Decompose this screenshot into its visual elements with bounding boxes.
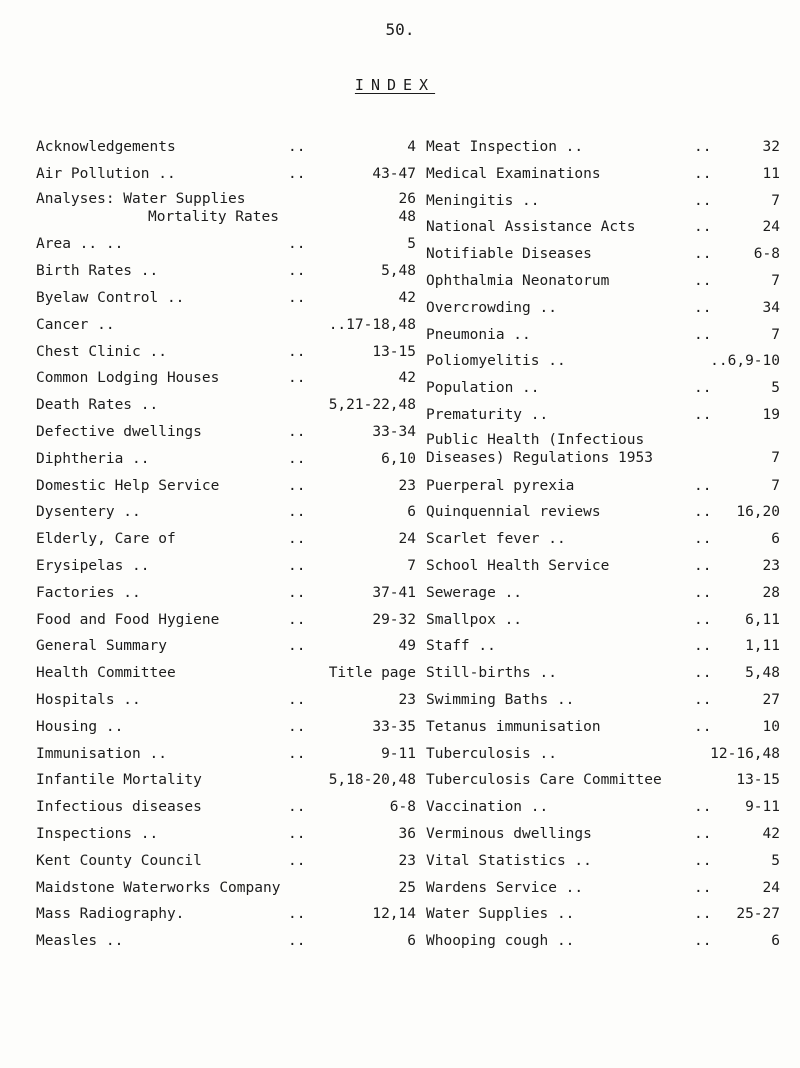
index-entry: [426, 930, 780, 953]
index-term: [36, 662, 176, 685]
index-term-line: Quinquennial reviews: [426, 504, 601, 521]
index-page-ref: 7: [771, 192, 780, 209]
index-entry: [426, 877, 780, 900]
index-entry: [36, 287, 416, 310]
index-term: [36, 582, 141, 605]
index-term: [426, 136, 583, 159]
leader-dots: ..: [694, 299, 712, 316]
index-term-line: Housing ..: [36, 718, 124, 735]
index-page-ref: 42: [398, 289, 416, 306]
leader-dots: ..: [288, 799, 306, 816]
index-term-line: Factories ..: [36, 584, 141, 601]
index-entry: [36, 850, 416, 873]
index-term: [426, 689, 574, 712]
index-term-line2: Diseases) Regulations 1953: [426, 449, 653, 466]
index-term: [426, 877, 583, 900]
leader-dots: ..: [288, 825, 306, 842]
index-term-line: School Health Service: [426, 557, 610, 574]
index-title: INDEX: [354, 76, 436, 94]
leader-dots: ..: [288, 638, 306, 655]
leader-dots: ..: [288, 477, 306, 494]
index-entry: [36, 233, 416, 256]
index-term-line: Population ..: [426, 380, 540, 397]
index-term-line: Health Committee: [36, 665, 176, 682]
index-term: [36, 501, 141, 524]
index-page-ref: 5: [407, 236, 416, 253]
index-term: [36, 635, 167, 658]
leader-dots: ..: [694, 165, 712, 182]
index-page-ref: 7: [407, 557, 416, 574]
index-term: [426, 324, 531, 347]
index-page-ref: [399, 190, 416, 226]
index-term-line: Whooping cough ..: [426, 933, 575, 950]
index-page-ref: 4: [407, 139, 416, 155]
index-term: [36, 743, 167, 766]
index-page-ref-line: 26: [398, 190, 416, 207]
index-term: [36, 796, 202, 819]
index-entry: [426, 377, 780, 400]
index-term: [36, 716, 123, 739]
index-term: [36, 555, 150, 578]
index-term-line: Mass Radiography.: [36, 906, 185, 923]
index-entry: [36, 501, 416, 524]
index-term-line: Infectious diseases: [36, 799, 202, 816]
index-page-ref: Title page: [328, 665, 416, 682]
index-entry: [426, 850, 780, 873]
index-page-ref-line2: 48: [398, 208, 416, 225]
index-term-line: Scarlet fever ..: [426, 531, 566, 548]
index-term-line: Chest Clinic ..: [36, 343, 167, 360]
index-term: [36, 314, 115, 337]
index-term: [426, 796, 548, 819]
leader-dots: ..: [288, 852, 306, 869]
index-entry: [36, 367, 416, 390]
index-term-line: Vaccination ..: [426, 799, 549, 816]
index-term-line: Defective dwellings: [36, 423, 202, 440]
index-page-ref: 29-32: [372, 611, 416, 628]
leader-dots: ..: [694, 380, 712, 397]
leader-dots: ..: [694, 906, 712, 923]
index-page-ref: 6: [771, 531, 780, 548]
index-entry: [426, 136, 780, 159]
index-entry: [426, 716, 780, 739]
page-number: 50.: [385, 20, 415, 39]
index-page-ref: 5,18-20,48: [328, 772, 416, 789]
index-entry: [426, 796, 780, 819]
index-term-line: Air Pollution ..: [36, 165, 176, 182]
leader-dots: ..: [694, 477, 712, 494]
leader-dots: ..: [694, 192, 712, 209]
index-page-ref: 5: [771, 380, 780, 397]
index-entry: [36, 689, 416, 712]
index-term-line: Erysipelas ..: [36, 557, 150, 574]
index-page-ref: 6,11: [745, 611, 780, 628]
index-page-ref: 12-16,48: [710, 745, 780, 762]
index-term-line: Tetanus immunisation: [426, 718, 601, 735]
index-page-ref: 23: [398, 691, 416, 708]
index-term: [426, 377, 540, 400]
index-term-line: Sewerage ..: [426, 584, 523, 601]
index-entry: [426, 324, 780, 347]
index-entry: [426, 609, 780, 632]
leader-dots: ..: [288, 531, 306, 548]
leader-dots: ..: [288, 165, 306, 182]
index-page-ref: 24: [398, 531, 416, 548]
index-entry: [36, 421, 416, 444]
index-entry: [36, 716, 416, 739]
index-term-line: Vital Statistics ..: [426, 852, 592, 869]
index-term-line: Infantile Mortality: [36, 772, 202, 789]
leader-dots: ..: [694, 504, 712, 521]
index-term: [36, 190, 279, 226]
index-page-ref: 25: [398, 879, 416, 896]
index-term-line: Kent County Council: [36, 852, 202, 869]
leader-dots: ..: [288, 718, 306, 735]
index-term: [426, 475, 574, 498]
index-page-ref: 5: [771, 852, 780, 869]
index-page-ref: 42: [398, 370, 416, 387]
index-term-line: Puerperal pyrexia: [426, 477, 575, 494]
index-term: [426, 769, 662, 792]
index-entry: [426, 555, 780, 578]
index-term-line: Immunisation ..: [36, 745, 167, 762]
index-term: [426, 662, 557, 685]
index-entry: [36, 582, 416, 605]
leader-dots: ..: [694, 246, 712, 263]
index-entry: [36, 930, 416, 953]
index-entry: [426, 163, 780, 186]
index-term-line: Hospitals ..: [36, 691, 141, 708]
leader-dots: ..: [694, 139, 712, 155]
index-entry: [36, 662, 416, 685]
index-term-line: Pneumonia ..: [426, 326, 531, 343]
index-entry: [36, 823, 416, 846]
index-page-ref: 5,21-22,48: [328, 397, 416, 414]
index-term: [426, 930, 574, 953]
index-term-line: Overcrowding ..: [426, 299, 557, 316]
index-term-line: Meat Inspection ..: [426, 139, 584, 155]
index-entry: [36, 796, 416, 819]
index-term-line: Acknowledgements: [36, 139, 176, 155]
leader-dots: ..: [288, 423, 306, 440]
index-term-line: Area .. ..: [36, 236, 124, 253]
index-term-line: Cancer ..: [36, 316, 115, 333]
index-term: [426, 823, 592, 846]
index-entry: [36, 528, 416, 551]
index-page-ref: 42: [762, 825, 780, 842]
index-page-ref: 43-47: [372, 165, 416, 182]
leader-dots: ..: [288, 933, 306, 950]
index-entry: [426, 743, 780, 766]
index-entry: [36, 190, 416, 230]
index-term: [426, 903, 574, 926]
index-entry: [426, 903, 780, 926]
index-term: [426, 528, 566, 551]
index-term: [36, 903, 184, 926]
index-entry: [36, 635, 416, 658]
leader-dots: ..: [288, 343, 306, 360]
index-term: [36, 394, 158, 417]
index-term-line: Smallpox ..: [426, 611, 523, 628]
index-entry: [426, 431, 780, 471]
index-page-ref: 34: [762, 299, 780, 316]
leader-dots: ..: [694, 406, 712, 423]
leader-dots: ..: [288, 584, 306, 601]
index-entry: [426, 528, 780, 551]
leader-dots: ..: [694, 718, 712, 735]
index-term-line: Meningitis ..: [426, 192, 540, 209]
leader-dots: ..: [288, 557, 306, 574]
leader-dots: ..: [288, 450, 306, 467]
index-term: [36, 136, 176, 159]
index-term-line: Domestic Help Service: [36, 477, 220, 494]
leader-dots: ..: [288, 370, 306, 387]
leader-dots: ..: [288, 504, 306, 521]
leader-dots: ..: [694, 665, 712, 682]
index-right-column: [426, 136, 780, 957]
index-page-ref: 6: [771, 933, 780, 950]
index-entry: [36, 394, 416, 417]
index-term: [426, 850, 592, 873]
leader-dots: ..: [694, 611, 712, 628]
index-term: [36, 233, 123, 256]
index-page-ref: 7: [771, 326, 780, 343]
index-page-ref: 28: [762, 584, 780, 601]
index-term: [36, 163, 176, 186]
index-page-ref: 6: [407, 933, 416, 950]
index-entry: [426, 350, 780, 373]
leader-dots: ..: [288, 263, 306, 280]
index-term-line: Tuberculosis ..: [426, 745, 557, 762]
index-page-ref: 9-11: [381, 745, 416, 762]
index-page-ref: ..17-18,48: [328, 316, 416, 333]
index-term: [36, 689, 141, 712]
index-page-ref: 5,48: [745, 665, 780, 682]
index-term-line: National Assistance Acts: [426, 219, 636, 236]
index-term-line: Inspections ..: [36, 825, 159, 842]
index-term: [36, 475, 219, 498]
index-term: [426, 743, 557, 766]
index-page-ref: 6-8: [753, 246, 780, 263]
index-term-line: General Summary: [36, 638, 167, 655]
index-term: [426, 297, 557, 320]
index-page-ref: 6: [407, 504, 416, 521]
index-page-ref: 11: [762, 165, 780, 182]
index-term: [426, 350, 566, 373]
index-entry: [426, 662, 780, 685]
index-term: [36, 823, 158, 846]
index-term: [36, 769, 202, 792]
index-term: [426, 582, 522, 605]
index-page-ref: 25-27: [736, 906, 780, 923]
index-page-ref: 23: [762, 557, 780, 574]
leader-dots: ..: [694, 799, 712, 816]
index-page-ref: 24: [762, 879, 780, 896]
index-page-ref: 37-41: [372, 584, 416, 601]
leader-dots: ..: [694, 638, 712, 655]
index-entry: [36, 903, 416, 926]
index-page-ref: 23: [398, 477, 416, 494]
index-term-line: Byelaw Control ..: [36, 289, 185, 306]
leader-dots: ..: [694, 326, 712, 343]
index-term-line: Food and Food Hygiene: [36, 611, 220, 628]
index-page-ref: 36: [398, 825, 416, 842]
index-term: [426, 431, 653, 467]
index-entry: [36, 163, 416, 186]
index-term-line: Ophthalmia Neonatorum: [426, 272, 610, 289]
index-term: [36, 367, 219, 390]
index-term: [426, 501, 601, 524]
index-term-line: Poliomyelitis ..: [426, 353, 566, 370]
index-term-line: Measles ..: [36, 933, 124, 950]
index-entry: [426, 270, 780, 293]
index-entry: [36, 314, 416, 337]
leader-dots: ..: [288, 906, 306, 923]
index-term: [426, 555, 609, 578]
leader-dots: ..: [288, 139, 306, 155]
index-term-line: Common Lodging Houses: [36, 370, 220, 387]
index-page-ref: 13-15: [372, 343, 416, 360]
index-page-ref: 33-34: [372, 423, 416, 440]
index-term-line: Public Health (Infectious: [426, 431, 645, 448]
index-term-line: Maidstone Waterworks Company: [36, 879, 281, 896]
index-page-ref: ..6,9-10: [710, 353, 780, 370]
index-term: [426, 609, 522, 632]
leader-dots: ..: [694, 879, 712, 896]
index-term-line: Verminous dwellings: [426, 825, 592, 842]
index-term-line: Tuberculosis Care Committee: [426, 772, 662, 789]
index-page-ref: 19: [762, 406, 780, 423]
index-entry: [426, 216, 780, 239]
index-term-line: Analyses: Water Supplies: [36, 190, 246, 207]
index-page-ref: 6,10: [381, 450, 416, 467]
index-term: [426, 243, 592, 266]
index-term: [36, 260, 158, 283]
leader-dots: ..: [694, 219, 712, 236]
index-page-ref: 7: [771, 477, 780, 494]
index-entry: [36, 555, 416, 578]
index-term: [36, 930, 123, 953]
index-entry: [36, 341, 416, 364]
index-entry: [36, 136, 416, 159]
index-page-ref: 7: [771, 449, 780, 466]
index-term: [426, 270, 609, 293]
index-page-ref: 27: [762, 691, 780, 708]
index-entry: [426, 823, 780, 846]
index-entry: [426, 297, 780, 320]
index-term-line: Water Supplies ..: [426, 906, 575, 923]
index-entry: [36, 448, 416, 471]
index-term-line: Dysentery ..: [36, 504, 141, 521]
leader-dots: ..: [694, 933, 712, 950]
index-term-line: Wardens Service ..: [426, 879, 584, 896]
index-entry: [36, 475, 416, 498]
index-page-ref: 16,20: [736, 504, 780, 521]
index-left-column: [36, 136, 416, 957]
index-term: [36, 609, 219, 632]
index-term: [426, 190, 540, 213]
index-page-ref: 23: [398, 852, 416, 869]
index-term-line: Elderly, Care of: [36, 531, 176, 548]
leader-dots: ..: [694, 557, 712, 574]
index-entry: [426, 635, 780, 658]
leader-dots: ..: [288, 289, 306, 306]
index-page-ref: 32: [762, 139, 780, 155]
index-term-line: Medical Examinations: [426, 165, 601, 182]
index-term-line: Prematurity ..: [426, 406, 549, 423]
leader-dots: ..: [694, 272, 712, 289]
index-entry: [426, 190, 780, 213]
index-term-line: Diphtheria ..: [36, 450, 150, 467]
index-entry: [36, 743, 416, 766]
index-page-ref: 7: [771, 272, 780, 289]
index-term-line2: Mortality Rates: [148, 208, 279, 225]
leader-dots: ..: [288, 745, 306, 762]
index-term-line: Still-births ..: [426, 665, 557, 682]
leader-dots: ..: [694, 531, 712, 548]
index-term: [36, 528, 176, 551]
index-page-ref: 10: [762, 718, 780, 735]
leader-dots: ..: [694, 584, 712, 601]
index-page-ref: 12,14: [372, 906, 416, 923]
index-term: [36, 850, 202, 873]
index-entry: [426, 689, 780, 712]
leader-dots: ..: [694, 852, 712, 869]
index-term: [426, 635, 496, 658]
index-term: [426, 404, 548, 427]
index-page-ref: 9-11: [745, 799, 780, 816]
leader-dots: ..: [288, 691, 306, 708]
index-page-ref: 5,48: [381, 263, 416, 280]
index-term: [36, 287, 184, 310]
index-term: [36, 421, 202, 444]
index-entry: [36, 877, 416, 900]
index-term-line: Staff ..: [426, 638, 496, 655]
leader-dots: ..: [288, 611, 306, 628]
index-term-line: Notifiable Diseases: [426, 246, 592, 263]
index-entry: [36, 769, 416, 792]
index-entry: [426, 582, 780, 605]
leader-dots: ..: [694, 825, 712, 842]
index-entry: [36, 260, 416, 283]
index-term: [426, 216, 636, 239]
index-entry: [426, 501, 780, 524]
leader-dots: ..: [288, 236, 306, 253]
leader-dots: ..: [694, 691, 712, 708]
index-term: [36, 448, 150, 471]
index-term: [426, 163, 601, 186]
index-term-line: Swimming Baths ..: [426, 691, 575, 708]
index-entry: [426, 243, 780, 266]
index-page-ref: 24: [762, 219, 780, 236]
index-page-ref: 13-15: [736, 772, 780, 789]
index-term-line: Birth Rates ..: [36, 263, 159, 280]
index-page-ref: 6-8: [389, 799, 416, 816]
index-entry: [36, 609, 416, 632]
index-entry: [426, 769, 780, 792]
index-entry: [426, 404, 780, 427]
index-term: [36, 341, 167, 364]
index-page-ref: 49: [398, 638, 416, 655]
index-term-line: Death Rates ..: [36, 397, 159, 414]
index-entry: [426, 475, 780, 498]
index-term: [426, 716, 601, 739]
index-page-ref: 1,11: [745, 638, 780, 655]
index-page-ref: 33-35: [372, 718, 416, 735]
index-term: [36, 877, 280, 900]
